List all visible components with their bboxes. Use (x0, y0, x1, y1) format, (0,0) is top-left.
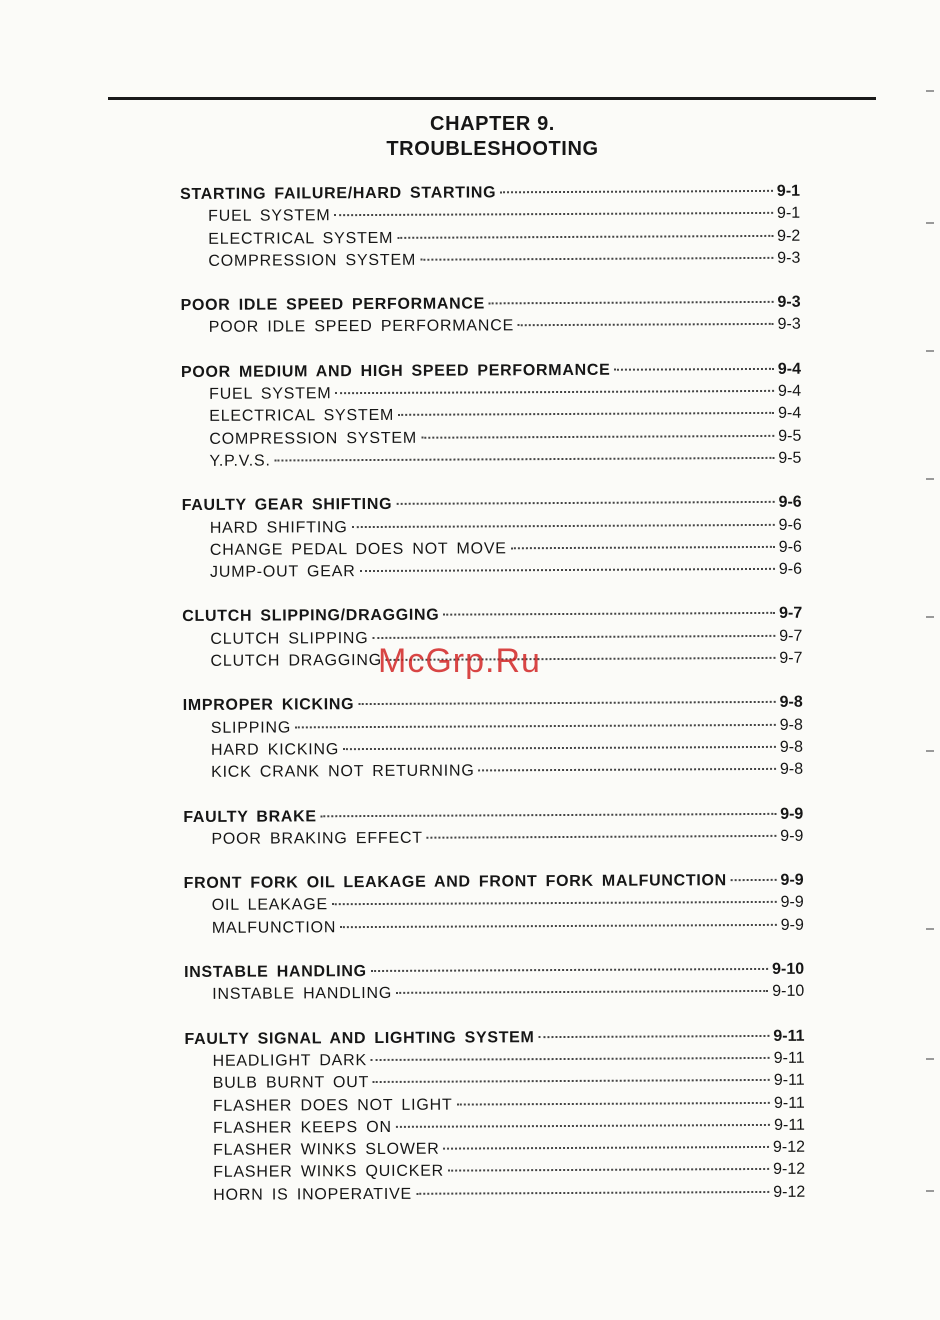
toc-entry-label: HARD KICKING (210, 741, 340, 759)
toc-entry (183, 828, 803, 854)
toc-section-heading (184, 1027, 804, 1053)
toc-entry-label: FUEL SYSTEM (209, 385, 332, 403)
page-number: 9-11 (773, 1094, 805, 1112)
toc-entry (183, 761, 803, 787)
toc-section-heading (182, 605, 802, 631)
dot-leader (371, 1057, 770, 1061)
toc-entry (181, 316, 801, 342)
dot-leader (731, 879, 777, 881)
dot-leader (398, 412, 774, 416)
dot-leader (427, 835, 776, 839)
watermark-logo: McGrp.Ru (378, 642, 541, 680)
dot-leader (511, 546, 775, 549)
toc-section-heading-label: FAULTY GEAR SHIFTING (181, 496, 393, 515)
dot-leader (448, 1168, 769, 1172)
toc-entry-label: KICK CRANK NOT RETURNING (211, 762, 475, 782)
page-number: 9-9 (780, 871, 804, 889)
toc-entry (185, 1050, 805, 1076)
toc-entry (182, 516, 802, 542)
dot-leader (518, 323, 774, 326)
page-number: 9-4 (777, 360, 802, 378)
toc-section (183, 694, 803, 786)
toc-entry (181, 405, 801, 431)
page-number: 9-12 (773, 1183, 806, 1201)
toc-entry-label: POOR BRAKING EFFECT (211, 829, 423, 848)
toc-entry-label: JUMP-OUT GEAR (209, 563, 356, 582)
toc-entry (185, 1139, 805, 1165)
dot-leader (420, 257, 773, 261)
dot-leader (321, 812, 776, 816)
chapter-number: CHAPTER 9. (430, 113, 555, 135)
toc-entry-label: CHANGE PEDAL DOES NOT MOVE (209, 540, 507, 559)
toc-entry (181, 450, 801, 476)
toc-entry (185, 1094, 805, 1120)
toc-section (184, 872, 804, 942)
scan-edge-mark (926, 1058, 934, 1060)
dot-leader (444, 1146, 769, 1150)
page-number: 9-11 (773, 1027, 805, 1045)
toc-entry-label: OIL LEAKAGE (211, 896, 328, 915)
toc-entry-label: FLASHER DOES NOT LIGHT (212, 1096, 453, 1115)
chapter-heading (0, 112, 940, 162)
page-number: 9-7 (779, 649, 803, 667)
toc-entry-label: FLASHER WINKS QUICKER (213, 1163, 445, 1182)
toc-entry (184, 983, 804, 1009)
scan-edge-mark (926, 616, 934, 618)
table-of-contents (180, 183, 805, 1231)
toc-entry (183, 716, 803, 742)
toc-section (180, 183, 800, 275)
page-number: 9-6 (778, 516, 802, 534)
dot-leader (614, 368, 773, 371)
page-number: 9-10 (772, 960, 805, 978)
page-number: 9-1 (776, 205, 801, 223)
toc-entry (182, 539, 802, 565)
toc-entry-label: BULB BURNT OUT (212, 1074, 370, 1093)
toc-entry-label: HORN IS INOPERATIVE (213, 1185, 413, 1204)
toc-entry-label: FLASHER WINKS SLOWER (213, 1140, 440, 1159)
page-number: 9-4 (778, 405, 802, 423)
toc-section-heading (181, 361, 801, 387)
page-number: 9-11 (773, 1071, 805, 1090)
toc-entry-label: FUEL SYSTEM (208, 207, 331, 226)
toc-entry-label: POOR IDLE SPEED PERFORMANCE (208, 317, 515, 337)
toc-entry (185, 1072, 805, 1098)
toc-section-heading-label: IMPROPER KICKING (182, 696, 355, 715)
page-number: 9-6 (778, 560, 803, 579)
toc-section-heading-label: STARTING FAILURE/HARD STARTING (180, 184, 497, 203)
toc-section-heading-label: FAULTY BRAKE (183, 807, 317, 826)
toc-section (181, 294, 801, 342)
toc-section-heading (182, 494, 802, 520)
dot-leader (295, 724, 776, 729)
page-number: 9-12 (772, 1138, 806, 1157)
page-number: 9-9 (780, 827, 804, 845)
toc-entry (185, 1183, 805, 1209)
dot-leader (360, 568, 775, 572)
dot-leader (334, 212, 773, 216)
dot-leader (421, 435, 774, 439)
dot-leader (489, 301, 773, 304)
page-number: 9-2 (777, 227, 801, 245)
toc-entry (184, 894, 804, 920)
page-number: 9-8 (779, 694, 803, 712)
toc-section-heading-label: FAULTY SIGNAL AND LIGHTING SYSTEM (184, 1028, 535, 1048)
toc-section-heading-label: INSTABLE HANDLING (184, 963, 367, 982)
scan-edge-mark (926, 222, 934, 224)
toc-entry-label: CLUTCH SLIPPING (210, 629, 369, 648)
toc-entry-label: COMPRESSION SYSTEM (209, 429, 418, 448)
page-number: 9-3 (777, 249, 801, 267)
toc-section-heading-label: POOR IDLE SPEED PERFORMANCE (180, 295, 486, 315)
toc-entry (180, 205, 800, 231)
toc-section-heading-label: CLUTCH SLIPPING/DRAGGING (182, 607, 440, 626)
page-number: 9-6 (778, 538, 802, 556)
dot-leader (456, 1101, 769, 1105)
dot-leader (500, 190, 773, 193)
toc-entry-label: ELECTRICAL SYSTEM (208, 229, 394, 248)
dot-leader (443, 612, 775, 616)
toc-entry-label: MALFUNCTION (211, 918, 337, 937)
toc-entry (182, 561, 802, 587)
dot-leader (332, 901, 777, 905)
toc-entry (181, 383, 801, 409)
toc-entry (181, 427, 801, 453)
dot-leader (335, 390, 774, 394)
scan-edge-mark (926, 750, 934, 752)
page-number: 9-11 (773, 1049, 805, 1067)
page-number: 9-1 (776, 182, 801, 200)
page-number: 9-9 (780, 916, 804, 934)
toc-section-heading-label: FRONT FORK OIL LEAKAGE AND FRONT FORK MALFUNCTION (183, 872, 727, 893)
page-number: 9-5 (778, 427, 802, 445)
toc-entry (180, 227, 800, 253)
dot-leader (358, 701, 775, 705)
toc-section (183, 805, 803, 853)
top-rule (108, 97, 876, 100)
toc-entry-label: ELECTRICAL SYSTEM (209, 407, 395, 426)
dot-leader (343, 746, 776, 750)
toc-section-heading (180, 183, 800, 209)
page-number: 9-9 (780, 894, 804, 912)
toc-entry-label: SLIPPING (210, 719, 292, 737)
toc-section-heading (184, 961, 804, 987)
toc-entry-label: HEADLIGHT DARK (212, 1051, 368, 1070)
toc-entry-label: CLUTCH DRAGGING (210, 651, 382, 670)
dot-leader (373, 1079, 770, 1083)
page-number: 9-5 (778, 449, 802, 467)
toc-entry (184, 916, 804, 942)
toc-entry-label: HARD SHIFTING (209, 518, 348, 537)
toc-entry-label: INSTABLE HANDLING (212, 985, 393, 1004)
dot-leader (539, 1035, 770, 1038)
scan-edge-mark (926, 1190, 934, 1192)
dot-leader (371, 968, 768, 972)
dot-leader (275, 457, 775, 462)
toc-section (184, 961, 804, 1009)
toc-entry (185, 1161, 805, 1187)
toc-section (184, 1027, 805, 1209)
dot-leader (396, 501, 774, 505)
dot-leader (340, 924, 777, 928)
page-number: 9-4 (777, 382, 802, 400)
dot-leader (416, 1191, 769, 1195)
dot-leader (396, 990, 768, 994)
dot-leader (396, 1124, 770, 1128)
toc-section-heading (183, 694, 803, 720)
toc-entry-label: FLASHER KEEPS ON (212, 1118, 392, 1137)
page-number: 9-8 (779, 716, 803, 734)
page-number: 9-11 (774, 1116, 805, 1134)
toc-entry-label: COMPRESSION SYSTEM (208, 251, 417, 270)
page-number: 9-7 (779, 605, 803, 623)
toc-entry (185, 1117, 805, 1143)
scan-edge-mark (926, 478, 934, 480)
page-number: 9-10 (772, 983, 805, 1001)
dot-leader (479, 768, 776, 772)
dot-leader (397, 234, 773, 238)
scan-edge-mark (926, 90, 934, 92)
toc-entry (180, 250, 800, 276)
toc-section (181, 361, 802, 476)
toc-section-heading-label: POOR MEDIUM AND HIGH SPEED PERFORMANCE (180, 361, 611, 381)
toc-section-heading (183, 805, 803, 831)
page-number: 9-8 (779, 760, 804, 779)
page-number: 9-8 (779, 738, 803, 756)
page-number: 9-3 (777, 316, 801, 334)
page-number: 9-9 (780, 805, 804, 823)
toc-entry-label: Y.P.V.S. (209, 452, 271, 470)
toc-entry (183, 739, 803, 765)
chapter-title: TROUBLESHOOTING (386, 138, 599, 160)
dot-leader (352, 523, 775, 527)
scan-edge-mark (926, 350, 934, 352)
dot-leader (373, 635, 776, 639)
page-number: 9-12 (773, 1161, 806, 1179)
page-number: 9-7 (779, 627, 803, 645)
scan-edge-mark (926, 928, 934, 930)
toc-section-heading (181, 294, 801, 320)
toc-section (182, 494, 802, 586)
toc-section-heading (184, 872, 804, 898)
page-number: 9-6 (778, 494, 802, 512)
page-number: 9-3 (777, 293, 801, 312)
